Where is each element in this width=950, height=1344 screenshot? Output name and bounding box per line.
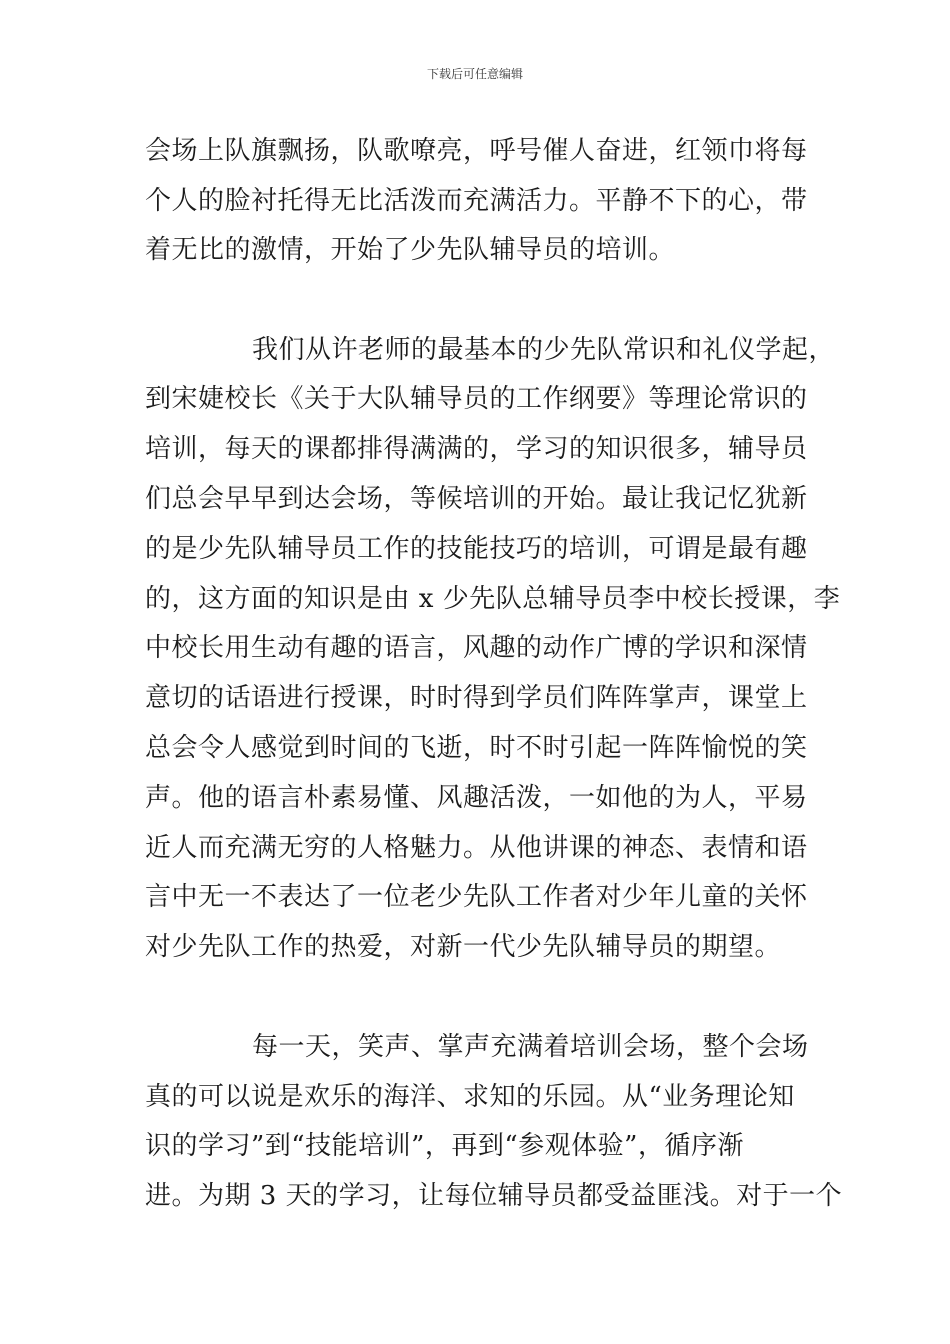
- paragraph-line: 着无比的激情，开始了少先队辅导员的培训。: [145, 235, 676, 265]
- paragraph-line: 真的可以说是欢乐的海洋、求知的乐园。从“业务理论知: [145, 1082, 795, 1112]
- paragraph-line: 言中无一不表达了一位老少先队工作者对少年儿童的关怀: [145, 882, 808, 912]
- paragraph-line: 的是少先队辅导员工作的技能技巧的培训，可谓是最有趣: [145, 534, 808, 564]
- paragraph-line: 近人而充满无穷的人格魅力。从他讲课的神态、表情和语: [145, 833, 808, 863]
- paragraph-line: 每一天，笑声、掌声充满着培训会场，整个会场: [252, 1032, 809, 1062]
- paragraph-line: 总会令人感觉到时间的飞逝，时不时引起一阵阵愉悦的笑: [145, 733, 808, 763]
- page-header: 下载后可任意编辑: [426, 67, 523, 81]
- paragraph-line: 会场上队旗飘扬，队歌嘹亮，呼号催人奋进，红领巾将每: [145, 136, 808, 166]
- paragraph-line: 们总会早早到达会场，等候培训的开始。最让我记忆犹新: [145, 484, 808, 514]
- paragraph-line: 的，这方面的知识是由 x 少先队总辅导员李中校长授课，李: [145, 584, 841, 614]
- paragraph-line: 中校长用生动有趣的语言，风趣的动作广博的学识和深情: [145, 633, 808, 663]
- paragraph-line: 意切的话语进行授课，时时得到学员们阵阵掌声，课堂上: [145, 683, 808, 713]
- paragraph-line: 到宋婕校长《关于大队辅导员的工作纲要》等理论常识的: [145, 384, 808, 414]
- paragraph-line: 进。为期 3 天的学习，让每位辅导员都受益匪浅。对于一个: [145, 1181, 843, 1211]
- paragraph-line: 我们从许老师的最基本的少先队常识和礼仪学起，: [252, 335, 836, 365]
- paragraph-line: 培训，每天的课都排得满满的，学习的知识很多，辅导员: [145, 434, 808, 464]
- paragraph-line: 声。他的语言朴素易懂、风趣活泼，一如他的为人，平易: [145, 783, 808, 813]
- paragraph-line: 对少先队工作的热爱，对新一代少先队辅导员的期望。: [145, 932, 782, 962]
- paragraph-line: 个人的脸衬托得无比活泼而充满活力。平静不下的心，带: [145, 186, 808, 216]
- paragraph-line: 识的学习”到“技能培训”，再到“参观体验”，循序渐: [145, 1131, 744, 1161]
